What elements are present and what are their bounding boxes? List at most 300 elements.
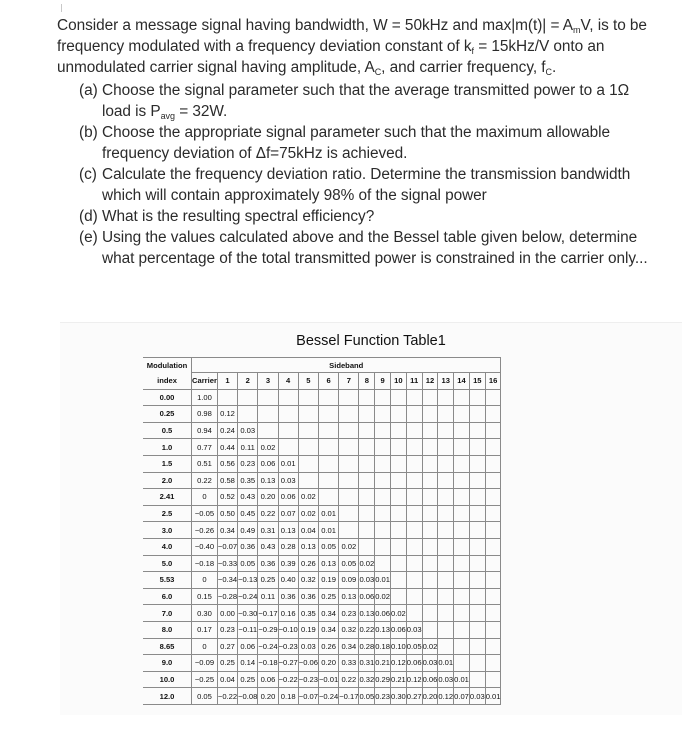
sideband-value-cell	[391, 455, 407, 472]
sideband-value-cell	[375, 439, 391, 456]
sideband-value-cell	[298, 439, 318, 456]
carrier-value-cell: 0.77	[192, 439, 218, 456]
sideband-value-cell	[406, 505, 422, 522]
sideband-value-cell	[438, 555, 454, 572]
sideband-value-cell: −0.23	[298, 671, 318, 688]
sideband-value-cell	[469, 638, 485, 655]
sideband-value-cell	[406, 406, 422, 423]
sideband-value-cell	[454, 505, 470, 522]
sideband-value-cell: −0.30	[238, 605, 258, 622]
sideband-value-cell: 0.03	[406, 621, 422, 638]
sideband-number-header: 2	[238, 373, 258, 390]
sideband-value-cell	[375, 489, 391, 506]
carrier-value-cell: 0	[192, 489, 218, 506]
sideband-value-cell	[438, 605, 454, 622]
sideband-value-cell	[454, 605, 470, 622]
sideband-value-cell: 0.07	[278, 505, 298, 522]
sideband-value-cell: 0.34	[319, 621, 339, 638]
modulation-index-cell: 8.0	[143, 621, 192, 638]
sideband-value-cell	[375, 505, 391, 522]
sideband-value-cell	[485, 538, 501, 555]
bessel-row	[143, 688, 501, 705]
sideband-value-cell	[339, 455, 359, 472]
sideband-value-cell: 0.21	[375, 655, 391, 672]
carrier-value-cell: 0	[192, 572, 218, 589]
sideband-value-cell: 0.02	[298, 505, 318, 522]
sideband-value-cell	[391, 572, 407, 589]
modulation-index-cell: 6.0	[143, 588, 192, 605]
sideband-value-cell	[438, 406, 454, 423]
modulation-index-cell: 1.0	[143, 439, 192, 456]
modulation-index-cell: 10.0	[143, 671, 192, 688]
sideband-value-cell	[391, 588, 407, 605]
sideband-value-cell	[485, 588, 501, 605]
sideband-value-cell	[278, 422, 298, 439]
sideband-value-cell	[469, 671, 485, 688]
sideband-number-header: 4	[278, 373, 298, 390]
sideband-value-cell	[278, 406, 298, 423]
sideband-value-cell: 0.06	[391, 621, 407, 638]
question-part-a: (a) Choose the signal parameter such that the average transmitted power to a 1Ω load is $P_{avg} = 32W$.	[79, 82, 630, 121]
sideband-value-cell	[485, 455, 501, 472]
sideband-value-cell: 0.34	[217, 522, 237, 539]
sideband-value-cell	[454, 538, 470, 555]
carrier-value-cell: 0.98	[192, 406, 218, 423]
bessel-row	[143, 472, 501, 489]
sideband-value-cell	[359, 406, 375, 423]
sideband-value-cell: 0.11	[258, 588, 278, 605]
sideband-value-cell	[438, 472, 454, 489]
modulation-index-cell: 5.53	[143, 572, 192, 589]
sideband-value-cell: 0.25	[238, 671, 258, 688]
sideband-value-cell	[422, 621, 438, 638]
sideband-value-cell: 0.27	[406, 688, 422, 705]
sideband-value-cell: −0.24	[319, 688, 339, 705]
sideband-number-header: 15	[469, 373, 485, 390]
modulation-index-cell: 2.0	[143, 472, 192, 489]
sideband-value-cell: 0.09	[339, 572, 359, 589]
sideband-value-cell	[438, 455, 454, 472]
sideband-value-cell	[422, 605, 438, 622]
sideband-value-cell	[319, 406, 339, 423]
sideband-value-cell	[422, 538, 438, 555]
sideband-value-cell	[485, 422, 501, 439]
sideband-value-cell	[454, 455, 470, 472]
sideband-value-cell	[391, 522, 407, 539]
sideband-value-cell	[391, 422, 407, 439]
sideband-value-cell: −0.22	[217, 688, 237, 705]
sideband-value-cell: 0.23	[375, 688, 391, 705]
sideband-value-cell: 0.06	[422, 671, 438, 688]
sideband-value-cell	[319, 439, 339, 456]
sideband-value-cell: 0.56	[217, 455, 237, 472]
modulation-index-cell: 7.0	[143, 605, 192, 622]
sideband-value-cell	[339, 406, 359, 423]
sideband-value-cell: 0.01	[438, 655, 454, 672]
sideband-value-cell: 0.11	[238, 439, 258, 456]
sideband-value-cell	[359, 538, 375, 555]
sideband-value-cell	[238, 389, 258, 406]
sideband-value-cell: 0.02	[359, 555, 375, 572]
sideband-value-cell	[406, 538, 422, 555]
carrier-value-cell: 0.30	[192, 605, 218, 622]
sideband-value-cell: 0.01	[319, 522, 339, 539]
sideband-number-header: 14	[454, 373, 470, 390]
sideband-value-cell: 0.32	[359, 671, 375, 688]
sideband-value-cell	[406, 605, 422, 622]
bessel-row	[143, 422, 501, 439]
sideband-value-cell	[422, 489, 438, 506]
sideband-value-cell: 0.06	[238, 638, 258, 655]
sideband-value-cell: 0.03	[298, 638, 318, 655]
question-part-e: (e) Using the values calculated above and the Bessel table given below, determine what percentage of the total transmitted power is constrained in the carrier only...	[79, 229, 648, 267]
sideband-value-cell: 0.20	[258, 489, 278, 506]
bessel-function-table	[143, 357, 501, 705]
sideband-value-cell: 0.34	[319, 605, 339, 622]
bessel-table-image	[60, 322, 682, 715]
sideband-number-header: 3	[258, 373, 278, 390]
sideband-value-cell	[406, 422, 422, 439]
sideband-value-cell	[454, 638, 470, 655]
cursor-tick-mark	[61, 4, 62, 12]
sideband-header: Sideband	[192, 358, 501, 373]
sideband-value-cell: 0.03	[278, 472, 298, 489]
sideband-value-cell: 0.23	[217, 621, 237, 638]
sideband-number-header: 10	[391, 373, 407, 390]
sideband-value-cell: 0.35	[298, 605, 318, 622]
sideband-value-cell: −0.24	[238, 588, 258, 605]
sideband-value-cell: 0.13	[278, 522, 298, 539]
sideband-value-cell	[319, 472, 339, 489]
sideband-value-cell: 0.49	[238, 522, 258, 539]
sideband-value-cell: 0.20	[422, 688, 438, 705]
bessel-row	[143, 439, 501, 456]
sideband-value-cell: −0.17	[339, 688, 359, 705]
sideband-value-cell: −0.33	[217, 555, 237, 572]
sideband-value-cell: 0.01	[278, 455, 298, 472]
sideband-value-cell	[485, 406, 501, 423]
sideband-value-cell	[422, 439, 438, 456]
sideband-value-cell	[469, 406, 485, 423]
sideband-value-cell: 0.45	[238, 505, 258, 522]
sideband-value-cell	[469, 389, 485, 406]
sideband-value-cell	[485, 389, 501, 406]
sideband-value-cell	[454, 555, 470, 572]
bessel-row	[143, 522, 501, 539]
sideband-value-cell	[359, 389, 375, 406]
sideband-value-cell: 0.33	[339, 655, 359, 672]
sideband-value-cell: 0.02	[375, 588, 391, 605]
modulation-index-cell: 1.5	[143, 455, 192, 472]
sideband-value-cell	[359, 472, 375, 489]
sideband-value-cell	[359, 422, 375, 439]
modulation-index-cell: 9.0	[143, 655, 192, 672]
carrier-value-cell: 0.15	[192, 588, 218, 605]
sideband-value-cell: 0.13	[375, 621, 391, 638]
sideband-value-cell	[298, 455, 318, 472]
carrier-value-cell: 0	[192, 638, 218, 655]
sideband-value-cell: 0.20	[258, 688, 278, 705]
sideband-value-cell	[339, 439, 359, 456]
bessel-row	[143, 588, 501, 605]
sideband-value-cell	[375, 389, 391, 406]
sideband-value-cell	[217, 389, 237, 406]
sideband-value-cell	[438, 588, 454, 605]
sideband-value-cell: 0.04	[298, 522, 318, 539]
sideband-value-cell	[485, 671, 501, 688]
sideband-value-cell	[391, 406, 407, 423]
sideband-value-cell: 0.06	[359, 588, 375, 605]
sideband-value-cell	[298, 472, 318, 489]
sideband-value-cell	[298, 422, 318, 439]
sideband-value-cell: 0.32	[339, 621, 359, 638]
sideband-value-cell: 0.06	[375, 605, 391, 622]
sideband-value-cell: 0.03	[359, 572, 375, 589]
sideband-value-cell	[485, 439, 501, 456]
sideband-value-cell	[375, 472, 391, 489]
sideband-value-cell	[359, 455, 375, 472]
sideband-value-cell	[469, 572, 485, 589]
sideband-value-cell	[406, 455, 422, 472]
sideband-value-cell	[422, 572, 438, 589]
sideband-value-cell: 0.26	[319, 638, 339, 655]
sideband-value-cell: 0.12	[391, 655, 407, 672]
sideband-value-cell	[339, 505, 359, 522]
sideband-value-cell: 0.13	[258, 472, 278, 489]
sideband-value-cell	[438, 522, 454, 539]
sideband-value-cell: 0.04	[217, 671, 237, 688]
sideband-value-cell	[319, 422, 339, 439]
sideband-value-cell	[391, 538, 407, 555]
sideband-value-cell	[469, 555, 485, 572]
sideband-value-cell	[359, 505, 375, 522]
sideband-value-cell	[375, 422, 391, 439]
bessel-table-title: Bessel Function Table1	[296, 333, 446, 349]
sideband-value-cell	[454, 389, 470, 406]
sideband-value-cell: 0.34	[339, 638, 359, 655]
sideband-value-cell: 0.50	[217, 505, 237, 522]
carrier-value-cell: 0.22	[192, 472, 218, 489]
sideband-value-cell	[485, 638, 501, 655]
modulation-header: Modulation	[143, 358, 192, 373]
sideband-value-cell	[422, 522, 438, 539]
sideband-value-cell: −0.08	[238, 688, 258, 705]
sideband-value-cell: 0.21	[391, 671, 407, 688]
sideband-value-cell: 0.25	[258, 572, 278, 589]
sideband-value-cell: 0.13	[319, 555, 339, 572]
sideband-value-cell	[469, 605, 485, 622]
sideband-value-cell	[375, 522, 391, 539]
sideband-value-cell: 0.03	[422, 655, 438, 672]
sideband-value-cell: 0.05	[319, 538, 339, 555]
sideband-value-cell: −0.28	[217, 588, 237, 605]
sideband-value-cell	[469, 472, 485, 489]
sideband-value-cell	[391, 439, 407, 456]
sideband-value-cell: 0.30	[391, 688, 407, 705]
bessel-row	[143, 621, 501, 638]
sideband-value-cell	[422, 389, 438, 406]
sideband-value-cell	[422, 406, 438, 423]
sideband-value-cell	[359, 522, 375, 539]
sideband-value-cell: 0.07	[454, 688, 470, 705]
sideband-value-cell: 0.36	[298, 588, 318, 605]
sideband-value-cell	[319, 455, 339, 472]
sideband-value-cell: 0.02	[339, 538, 359, 555]
sideband-value-cell	[278, 389, 298, 406]
bessel-row	[143, 489, 501, 506]
sideband-value-cell: 0.12	[438, 688, 454, 705]
bessel-row	[143, 406, 501, 423]
sideband-value-cell: 0.05	[406, 638, 422, 655]
sideband-value-cell	[359, 489, 375, 506]
sideband-value-cell: 0.36	[258, 555, 278, 572]
modulation-index-cell: 8.65	[143, 638, 192, 655]
question-part-c: (c) Calculate the frequency deviation ratio. Determine the transmission bandwidth which will contain approximately 98% of the signal power	[79, 166, 631, 204]
sideband-value-cell: 0.40	[278, 572, 298, 589]
sideband-value-cell	[422, 455, 438, 472]
question-part-d: (d) What is the resulting spectral efficiency?	[79, 208, 375, 225]
bessel-row	[143, 638, 501, 655]
sideband-value-cell	[469, 439, 485, 456]
sideband-value-cell: 0.03	[238, 422, 258, 439]
carrier-header: Carrier	[192, 373, 218, 390]
sideband-value-cell	[454, 522, 470, 539]
carrier-value-cell: −0.05	[192, 505, 218, 522]
sideband-value-cell: 0.05	[359, 688, 375, 705]
sideband-value-cell: 0.26	[298, 555, 318, 572]
sideband-value-cell	[469, 621, 485, 638]
sideband-value-cell	[375, 538, 391, 555]
sideband-number-header: 12	[422, 373, 438, 390]
sideband-value-cell	[359, 439, 375, 456]
sideband-value-cell: 0.01	[454, 671, 470, 688]
sideband-value-cell: 0.12	[217, 406, 237, 423]
sideband-value-cell	[454, 422, 470, 439]
sideband-value-cell	[339, 422, 359, 439]
bessel-row	[143, 605, 501, 622]
sideband-value-cell	[438, 422, 454, 439]
bessel-row	[143, 555, 501, 572]
sideband-value-cell	[438, 621, 454, 638]
sideband-value-cell	[485, 572, 501, 589]
sideband-value-cell	[339, 489, 359, 506]
sideband-value-cell	[469, 422, 485, 439]
carrier-value-cell: −0.09	[192, 655, 218, 672]
sideband-value-cell: 0.16	[278, 605, 298, 622]
sideband-value-cell: 0.43	[258, 538, 278, 555]
sideband-number-header: 8	[359, 373, 375, 390]
sideband-value-cell	[339, 472, 359, 489]
sideband-value-cell	[391, 555, 407, 572]
sideband-value-cell: −0.23	[278, 638, 298, 655]
sideband-value-cell: 0.29	[375, 671, 391, 688]
modulation-index-cell: 0.5	[143, 422, 192, 439]
sideband-value-cell: 0.00	[217, 605, 237, 622]
carrier-value-cell: 0.51	[192, 455, 218, 472]
sideband-value-cell: −0.17	[258, 605, 278, 622]
sideband-value-cell	[454, 621, 470, 638]
sideband-value-cell	[454, 588, 470, 605]
sideband-value-cell	[375, 455, 391, 472]
sideband-value-cell	[485, 505, 501, 522]
sideband-value-cell	[406, 439, 422, 456]
sideband-value-cell	[339, 389, 359, 406]
sideband-value-cell: 0.23	[339, 605, 359, 622]
sideband-number-header: 1	[217, 373, 237, 390]
sideband-value-cell	[406, 472, 422, 489]
sideband-value-cell: 0.01	[485, 688, 501, 705]
sideband-value-cell	[485, 621, 501, 638]
sideband-value-cell	[469, 588, 485, 605]
sideband-value-cell: 0.23	[238, 455, 258, 472]
sideband-value-cell	[406, 389, 422, 406]
sideband-value-cell	[406, 588, 422, 605]
modulation-index-cell: 0.25	[143, 406, 192, 423]
sideband-value-cell: −0.29	[258, 621, 278, 638]
sideband-number-header: 9	[375, 373, 391, 390]
sideband-value-cell: 0.13	[359, 605, 375, 622]
sideband-value-cell: 0.10	[391, 638, 407, 655]
sideband-value-cell: 0.22	[258, 505, 278, 522]
sideband-value-cell: 0.02	[258, 439, 278, 456]
index-header: index	[143, 373, 192, 390]
sideband-value-cell: 0.58	[217, 472, 237, 489]
sideband-value-cell: 0.52	[217, 489, 237, 506]
sideband-value-cell	[438, 538, 454, 555]
sideband-value-cell: 0.06	[258, 671, 278, 688]
sideband-value-cell	[454, 489, 470, 506]
modulation-index-cell: 2.5	[143, 505, 192, 522]
sideband-value-cell: 0.02	[422, 638, 438, 655]
sideband-value-cell	[438, 389, 454, 406]
sideband-number-header: 11	[406, 373, 422, 390]
bessel-row	[143, 538, 501, 555]
bessel-row	[143, 389, 501, 406]
carrier-value-cell: −0.25	[192, 671, 218, 688]
sideband-value-cell: 0.43	[238, 489, 258, 506]
sideband-value-cell: 0.22	[359, 621, 375, 638]
sideband-value-cell	[406, 555, 422, 572]
sideband-value-cell: −0.10	[278, 621, 298, 638]
sideband-value-cell: 0.18	[375, 638, 391, 655]
sideband-value-cell	[391, 389, 407, 406]
sideband-value-cell: −0.07	[298, 688, 318, 705]
bessel-row	[143, 671, 501, 688]
sideband-value-cell: 0.01	[375, 572, 391, 589]
sideband-value-cell	[485, 555, 501, 572]
sideband-value-cell	[454, 406, 470, 423]
sideband-value-cell: 0.12	[406, 671, 422, 688]
sideband-number-header: 6	[319, 373, 339, 390]
sideband-value-cell	[485, 605, 501, 622]
bessel-row	[143, 572, 501, 589]
sideband-value-cell	[298, 389, 318, 406]
sideband-value-cell	[298, 406, 318, 423]
question-text	[57, 15, 657, 269]
sideband-value-cell	[238, 406, 258, 423]
sideband-value-cell	[485, 472, 501, 489]
sideband-value-cell	[422, 588, 438, 605]
sideband-value-cell: 0.13	[298, 538, 318, 555]
sideband-value-cell	[422, 472, 438, 489]
sideband-value-cell	[469, 505, 485, 522]
sideband-value-cell: 0.31	[258, 522, 278, 539]
sideband-value-cell	[422, 505, 438, 522]
sideband-value-cell: 0.25	[217, 655, 237, 672]
sideband-value-cell	[469, 455, 485, 472]
sideband-value-cell: 0.01	[319, 505, 339, 522]
sideband-value-cell	[391, 472, 407, 489]
